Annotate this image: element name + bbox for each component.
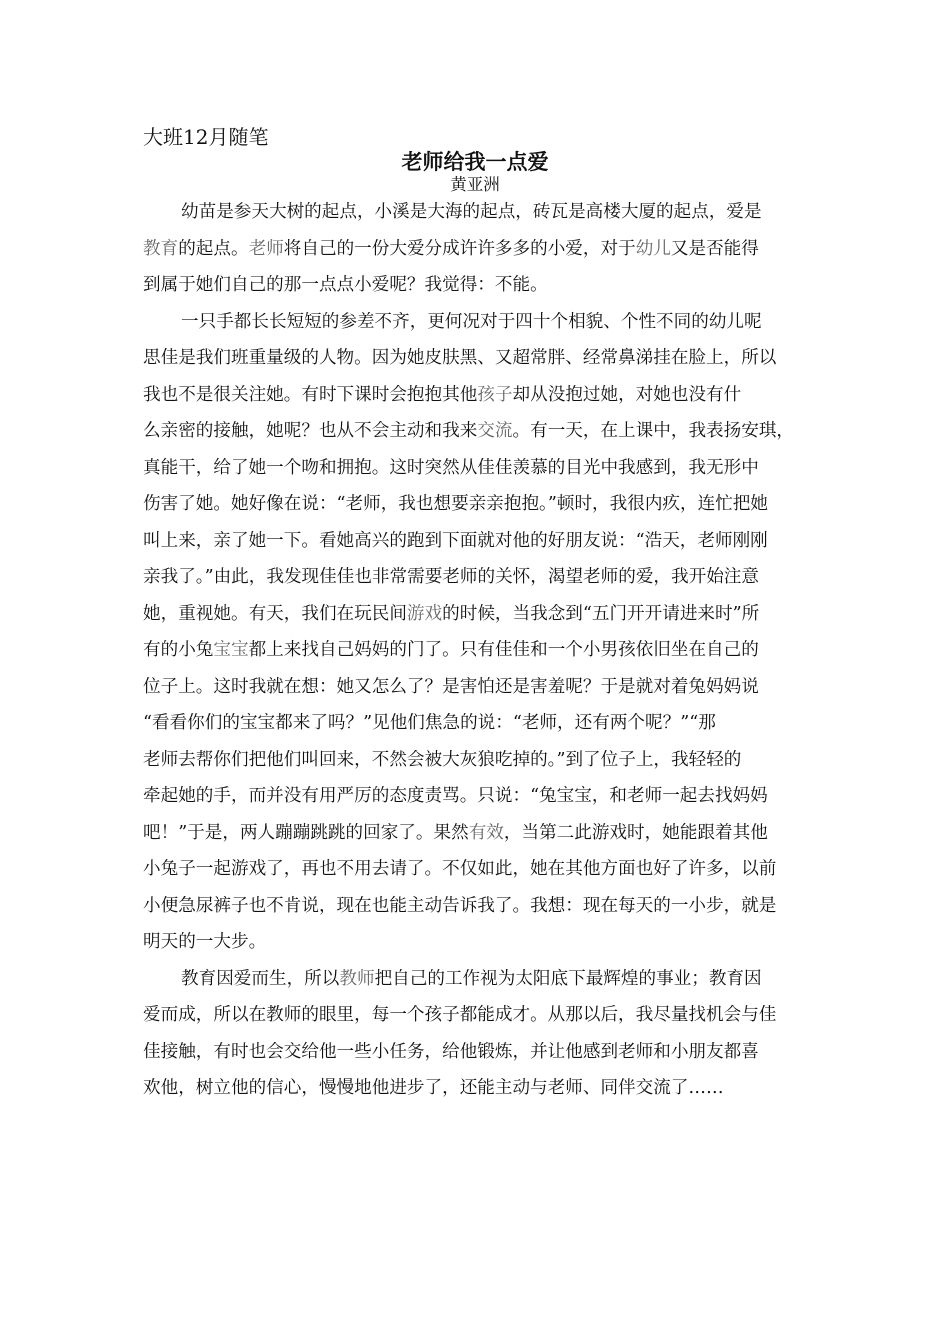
text-line (143, 669, 807, 706)
text-run: 一只手都长长短短的参差不齐，更何况对于四十个相貌、个性不同的幼儿呢 (181, 311, 762, 332)
paragraph (143, 194, 807, 304)
keyword-link[interactable]: 孩子 (477, 384, 513, 405)
text-run: 又是否能得 (670, 238, 759, 259)
text-line (143, 742, 807, 779)
text-line (143, 450, 807, 487)
section-heading: 大班12月随笔 (143, 125, 269, 149)
text-run: 却从没抱过她，对她也没有什 (512, 384, 742, 405)
keyword-link[interactable]: 老师 (248, 238, 284, 259)
text-run: 的时候，当我念到“五门开开请进来时”所 (442, 603, 760, 624)
text-line (143, 961, 807, 998)
text-line (143, 851, 807, 888)
text-run: 爱而成，所以在教师的眼里，每一个孩子都能成才。从那以后，我尽量找机会与佳 (143, 1005, 777, 1025)
text-run: ，当第二此游戏时，她能跟着其他 (503, 822, 768, 843)
text-line (143, 523, 807, 560)
text-run: 叫上来，亲了她一下。看她高兴的跑到下面就对他的好朋友说：“浩天，老师刚刚 (143, 530, 768, 551)
keyword-link[interactable]: 幼儿 (635, 238, 671, 259)
text-line (143, 632, 807, 669)
text-line (143, 340, 807, 377)
text-line (143, 194, 807, 231)
text-run: 老师去帮你们把他们叫回来，不然会被大灰狼吃掉的。”到了位子上，我轻轻的 (143, 749, 742, 770)
article-title: 老师给我一点爱 (401, 149, 549, 174)
keyword-link[interactable]: 游戏 (406, 603, 443, 624)
text-line (143, 486, 807, 523)
text-line (143, 559, 807, 596)
keyword-link[interactable]: 有效 (468, 822, 504, 843)
text-run: 思佳是我们班重量级的人物。因为她皮肤黑、又超常胖、经常鼻涕挂在脸上，所以 (143, 348, 777, 368)
text-line (143, 888, 807, 925)
text-run: 幼苗是参天大树的起点，小溪是大海的起点，砖瓦是高楼大厦的起点，爱是 (181, 202, 762, 222)
text-line (143, 231, 807, 268)
text-line (143, 267, 807, 304)
text-run: 亲我了。”由此，我发现佳佳也非常需要老师的关怀，渴望老师的爱，我开始注意 (143, 567, 759, 587)
text-run: 位子上。这时我就在想：她又怎么了？是害怕还是害羞呢？于是就对着兔妈妈说 (143, 676, 759, 697)
text-run: 小便急尿裤子也不肯说，现在也能主动告诉我了。我想：现在每天的一小步，就是 (143, 895, 777, 916)
text-run: 牵起她的手，而并没有用严厉的态度责骂。只说：“兔宝宝，和老师一起去找妈妈 (143, 786, 768, 806)
text-line (143, 377, 807, 414)
text-line (143, 413, 807, 450)
text-run: 的起点。 (178, 238, 249, 259)
text-run: 她，重视她。有天，我们在玩民间 (143, 603, 407, 624)
text-run: 伤害了她。她好像在说：“老师，我也想要亲亲抱抱。”顿时，我很内疚，连忙把她 (143, 494, 768, 514)
text-run: 欢他，树立他的信心，慢慢地他进步了，还能主动与老师、同伴交流了…… (143, 1078, 724, 1098)
text-run: 有的小兔 (143, 640, 214, 660)
text-run: 么亲密的接触，她呢？也从不会主动和我来 (143, 421, 478, 441)
text-run: 把自己的工作视为太阳底下最辉煌的事业；教育因 (374, 968, 762, 989)
text-run: 我也不是很关注她。有时下课时会抱抱其他 (143, 384, 478, 405)
text-line (143, 304, 807, 341)
text-run: 佳接触，有时也会交给他一些小任务，给他锻炼，并让他感到老师和小朋友都喜 (143, 1041, 759, 1062)
text-run: 将自己的一份大爱分成许许多多的小爱，对于 (283, 238, 636, 259)
article-author: 黄亚洲 (450, 175, 500, 194)
paragraph (143, 961, 807, 1107)
text-line (143, 596, 807, 633)
text-line (143, 815, 807, 852)
keyword-link[interactable]: 教师 (339, 968, 375, 989)
text-run: 教育因爱而生，所以 (181, 968, 340, 989)
text-line (143, 1034, 807, 1071)
keyword-link[interactable]: 宝宝 (213, 640, 249, 660)
text-run: 都上来找自己妈妈的门了。只有佳佳和一个小男孩依旧坐在自己的 (248, 640, 759, 660)
text-run: 明天的一大步。 (143, 932, 267, 952)
text-run: 真能干，给了她一个吻和拥抱。这时突然从佳佳羡慕的目光中我感到，我无形中 (143, 457, 759, 478)
text-line (143, 1070, 807, 1107)
text-run: 。有一天，在上课中，我表扬安琪， (512, 421, 795, 441)
text-line (143, 705, 807, 742)
text-run: 吧！”于是，两人蹦蹦跳跳的回家了。果然 (143, 822, 469, 843)
paragraph (143, 304, 807, 961)
text-run: “看看你们的宝宝都来了吗？”见他们焦急的说：“老师，还有两个呢？”“那 (143, 713, 716, 733)
article-body (143, 194, 807, 1107)
text-run: 到属于她们自己的那一点点小爱呢？我觉得：不能。 (143, 275, 548, 295)
keyword-link[interactable]: 交流 (477, 421, 513, 441)
text-line (143, 997, 807, 1034)
text-run: 小兔子一起游戏了，再也不用去请了。不仅如此，她在其他方面也好了许多，以前 (143, 859, 777, 879)
keyword-link[interactable]: 教育 (143, 238, 179, 259)
text-line (143, 778, 807, 815)
text-line (143, 924, 807, 961)
